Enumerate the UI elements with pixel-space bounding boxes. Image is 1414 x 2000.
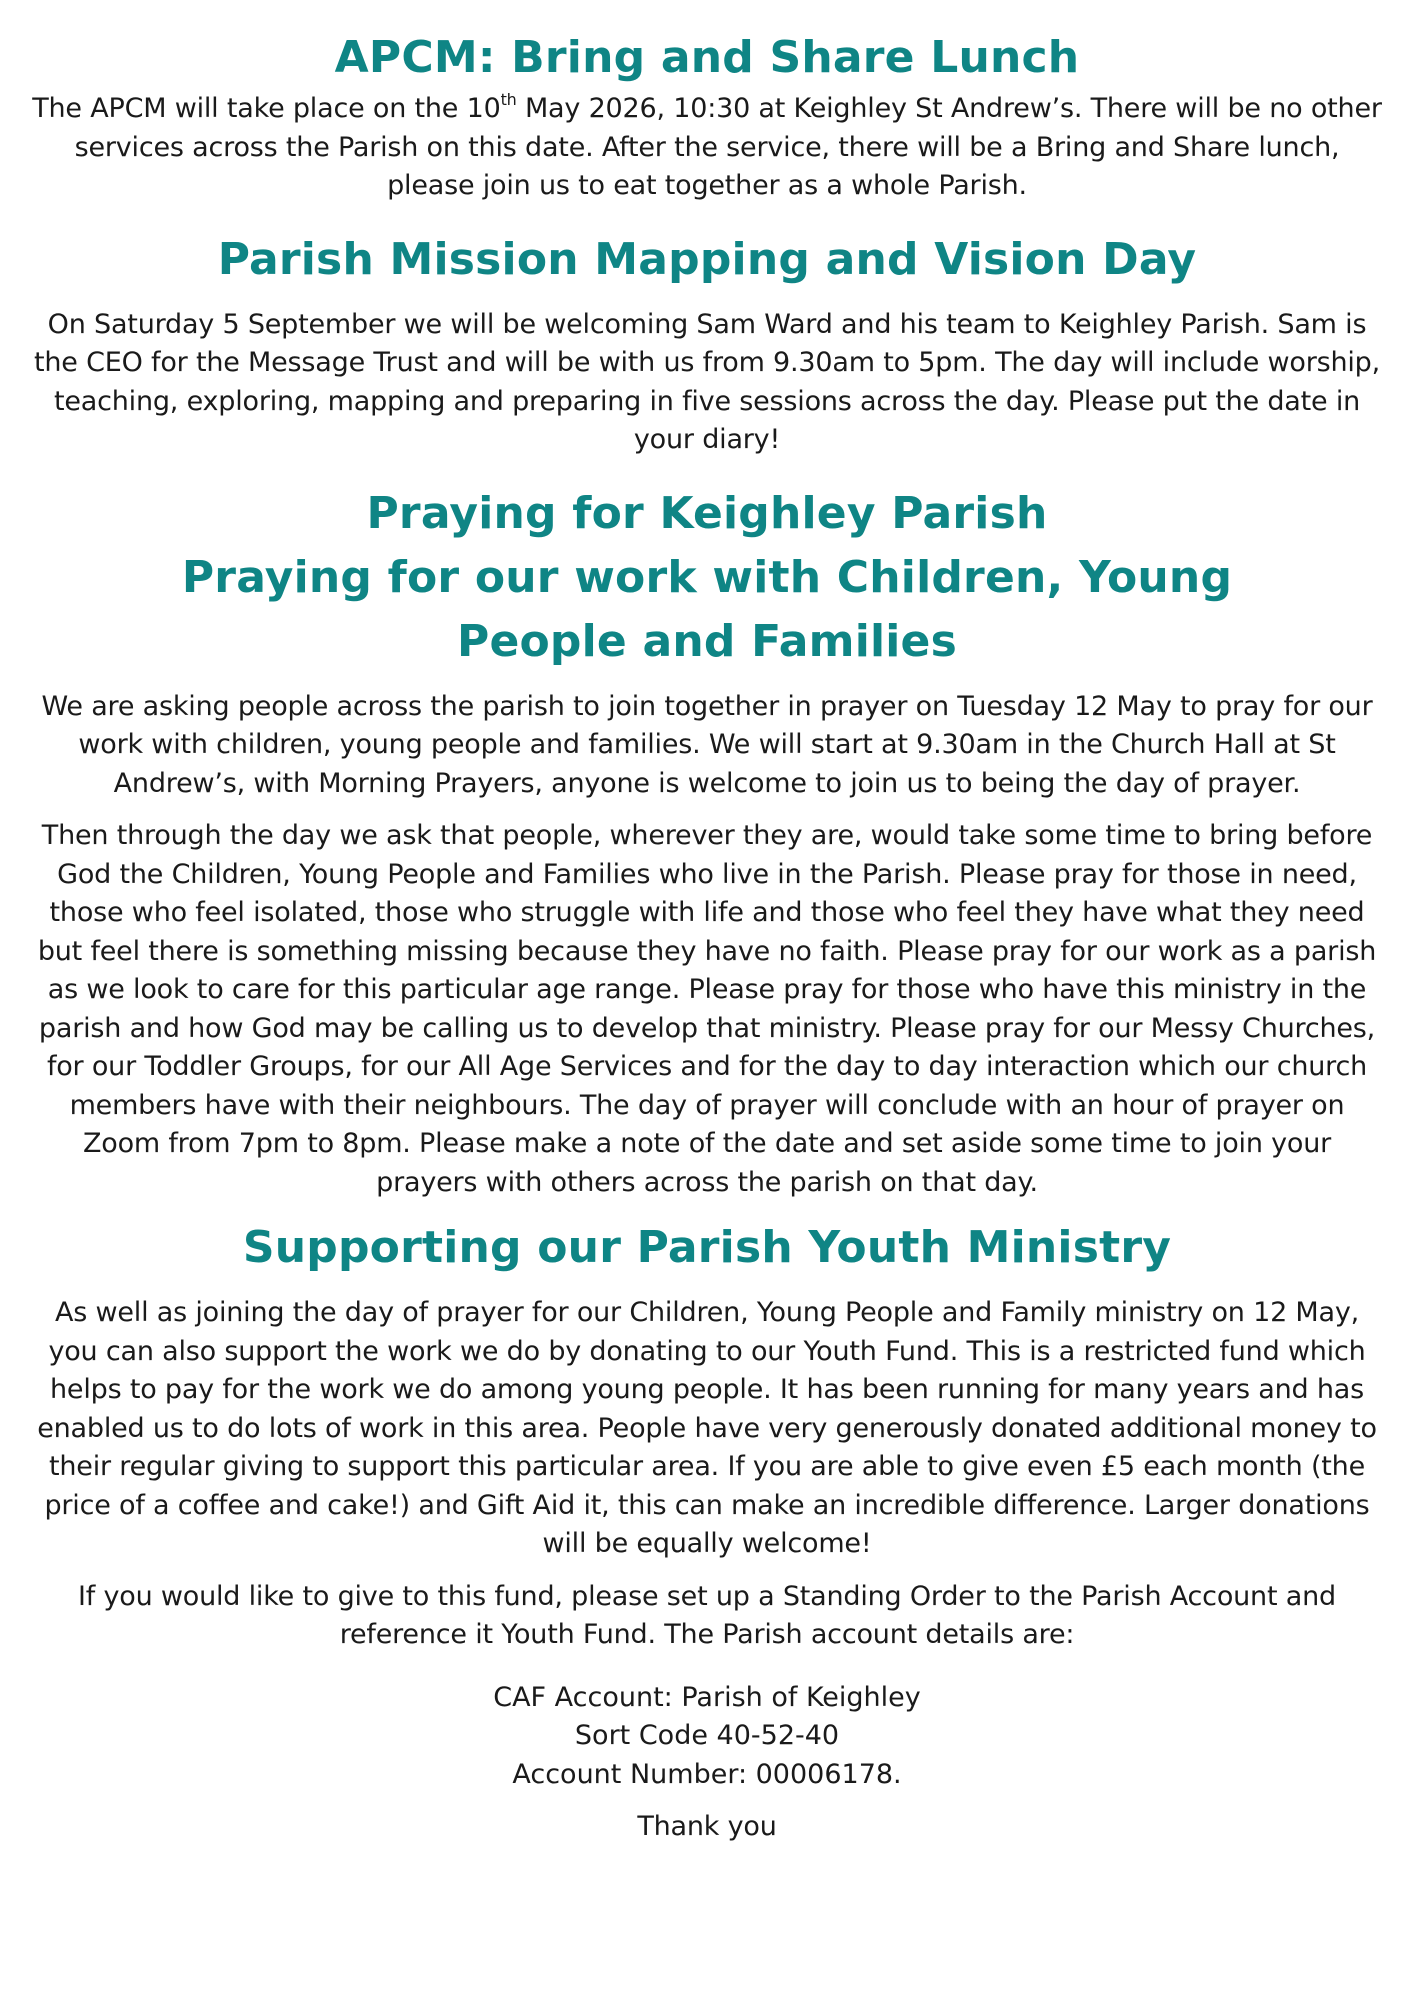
apcm-body-rest: May 2026, 10:30 at Keighley St Andrew’s. There will be no other services across the Parish on this date. After the service, there will be a Bring and Share lunch, please join us to eat together as a whole Parish. bbox=[74, 93, 1382, 201]
apcm-body-ordinal: th bbox=[500, 90, 517, 109]
closing-thanks: Thank you bbox=[637, 1811, 777, 1842]
praying-heading: Praying for Keighley Parish bbox=[366, 487, 1048, 539]
youth-heading: Supporting our Parish Youth Ministry bbox=[242, 1222, 1172, 1273]
apcm-body-start: The APCM will take place on the 10 bbox=[32, 93, 501, 124]
apcm-body bbox=[30, 90, 1384, 206]
praying-body-2: Then through the day we ask that people, wherever they are, would take some time to bring before God the Children, Young People and Families who live in the Parish. Please pray for those in need, those who feel isolated, those who struggle with life and those who feel they have what they need but feel there is something missing because they have no faith. Please pray for our work as a parish as we look to care for this particular age range. Please pray for those who have this ministry in the parish and how God may be calling us to develop that ministry. Please pray for our Messy Churches, for our Toddler Groups, for our All Age Services and for the day to day interaction which our church members have with their neighbours. The day of prayer will conclude with an hour of prayer on Zoom from 7pm to 8pm. Please make a note of the date and set aside some time to join your prayers with others across the parish on that day. bbox=[37, 820, 1377, 1198]
account-details bbox=[30, 1679, 1384, 1795]
praying-body-1: We are asking people across the parish to join together in prayer on Tuesday 12 May to pray for our work with children, young people and families. We will start at 9.30am in the Church Hall at St Andrew’s, with Morning Prayers, anyone is welcome to join us to being the day of prayer. bbox=[41, 690, 1373, 799]
account-number: Account Number: 00006178. bbox=[512, 1758, 902, 1790]
youth-body-2: If you would like to give to this fund, please set up a Standing Order to the Parish Account and reference it Youth Fund. The Parish account details are: bbox=[78, 1580, 1336, 1650]
praying-subheading: Praying for our work with Children, Young People and Families bbox=[181, 551, 1233, 667]
sort-code: Sort Code 40-52-40 bbox=[574, 1720, 840, 1751]
mission-heading: Parish Mission Mapping and Vision Day bbox=[217, 233, 1197, 285]
apcm-heading: APCM: Bring and Share Lunch bbox=[334, 32, 1080, 83]
account-name: CAF Account: Parish of Keighley bbox=[493, 1681, 921, 1713]
mission-body: On Saturday 5 September we will be welcoming Sam Ward and his team to Keighley Parish. Sam is the CEO for the Message Trust and will be with us from 9.30am to 5pm. The day will include worship, teaching, exploring, mapping and preparing in five sessions across the day. Please put the date in your diary! bbox=[34, 308, 1380, 455]
youth-body-1: As well as joining the day of prayer for our Children, Young People and Family ministry on 12 May, you can also support the work we do by donating to our Youth Fund. This is a restricted fund which helps to pay for the work we do among young people. It has been running for many years and has enabled us to do lots of work in this area. People have very generously donated additional money to their regular giving to support this particular area. If you are able to give even £5 each month (the price of a coffee and cake!) and Gift Aid it, this can make an incredible difference. Larger donations will be equally welcome! bbox=[37, 1297, 1377, 1559]
